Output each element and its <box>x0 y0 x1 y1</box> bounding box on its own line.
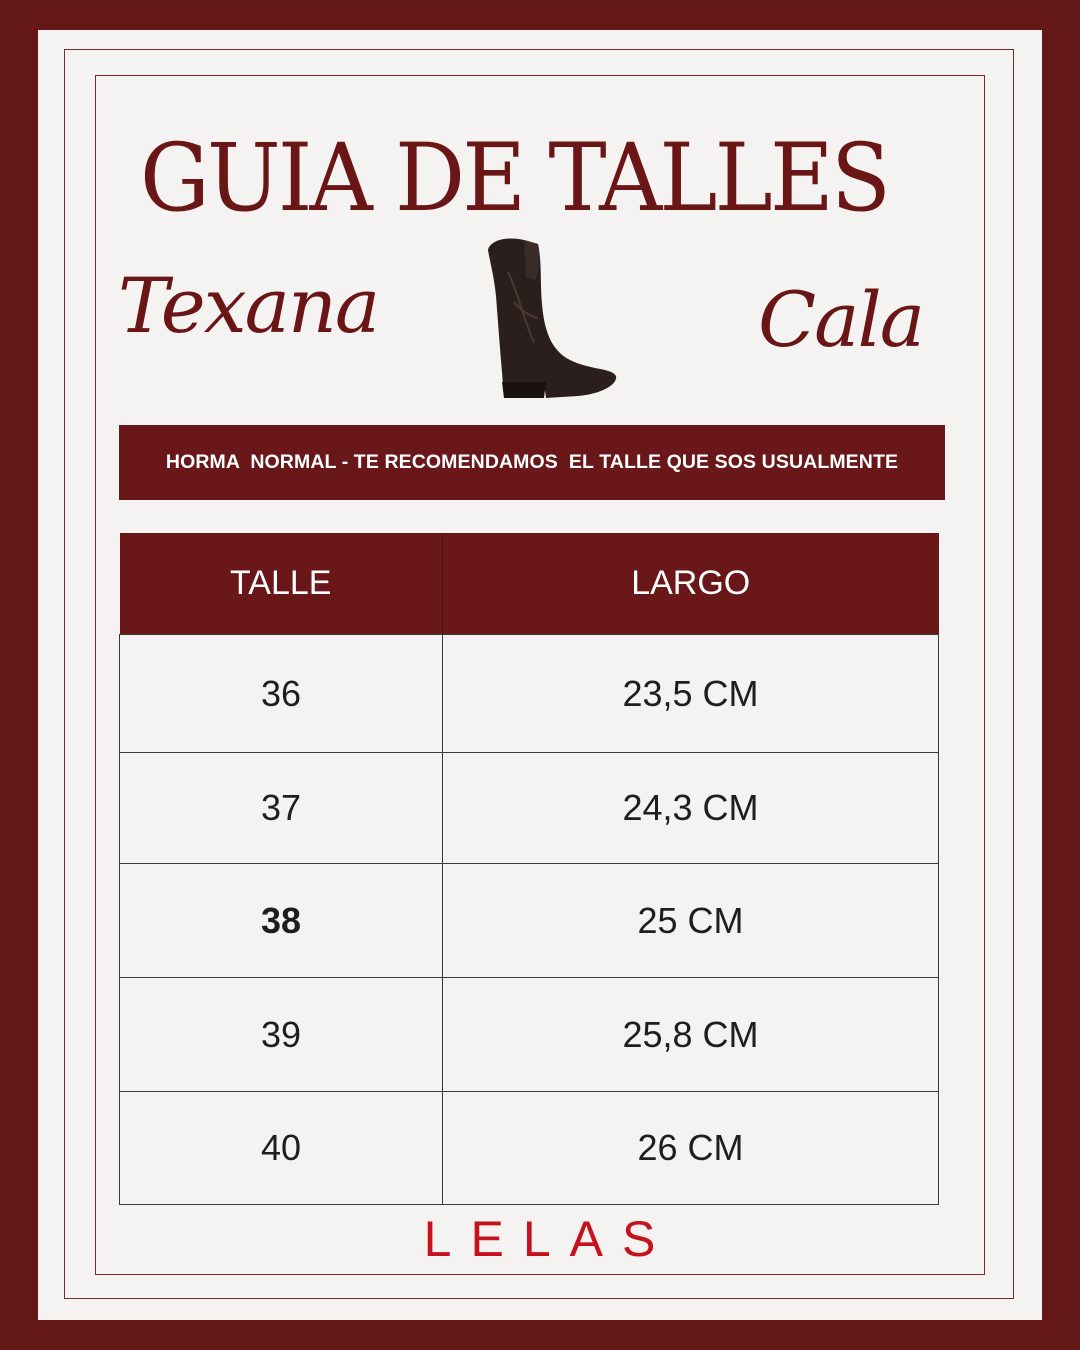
header-talle: TALLE <box>120 533 443 635</box>
table-row <box>120 864 939 978</box>
fit-banner-text: HORMA NORMAL - TE RECOMENDAMOS EL TALLE QUE SOS USUALMENTE <box>165 451 899 473</box>
page-title: GUIA DE TALLES <box>140 124 889 233</box>
cell-largo: 25,8 CM <box>443 978 939 1092</box>
cell-talle: 36 <box>120 635 443 753</box>
table-header-row <box>120 533 939 635</box>
cell-largo: 24,3 CM <box>443 753 939 864</box>
cell-largo: 23,5 CM <box>443 635 939 753</box>
brand-logo: LELAS <box>423 1211 675 1267</box>
cell-talle: 37 <box>120 753 443 864</box>
fit-banner <box>119 425 945 500</box>
boot-image <box>478 232 628 404</box>
cell-largo: 25 CM <box>443 864 939 978</box>
table-row <box>120 1092 939 1205</box>
model-name-right: Cala <box>758 275 924 364</box>
table-row <box>120 753 939 864</box>
size-table <box>119 533 939 1205</box>
model-name-left: Texana <box>118 261 379 350</box>
table-row <box>120 635 939 753</box>
cell-talle: 39 <box>120 978 443 1092</box>
cell-talle: 40 <box>120 1092 443 1205</box>
header-largo: LARGO <box>443 533 939 635</box>
table-row <box>120 978 939 1092</box>
cell-largo: 26 CM <box>443 1092 939 1205</box>
cell-talle: 38 <box>120 864 443 978</box>
